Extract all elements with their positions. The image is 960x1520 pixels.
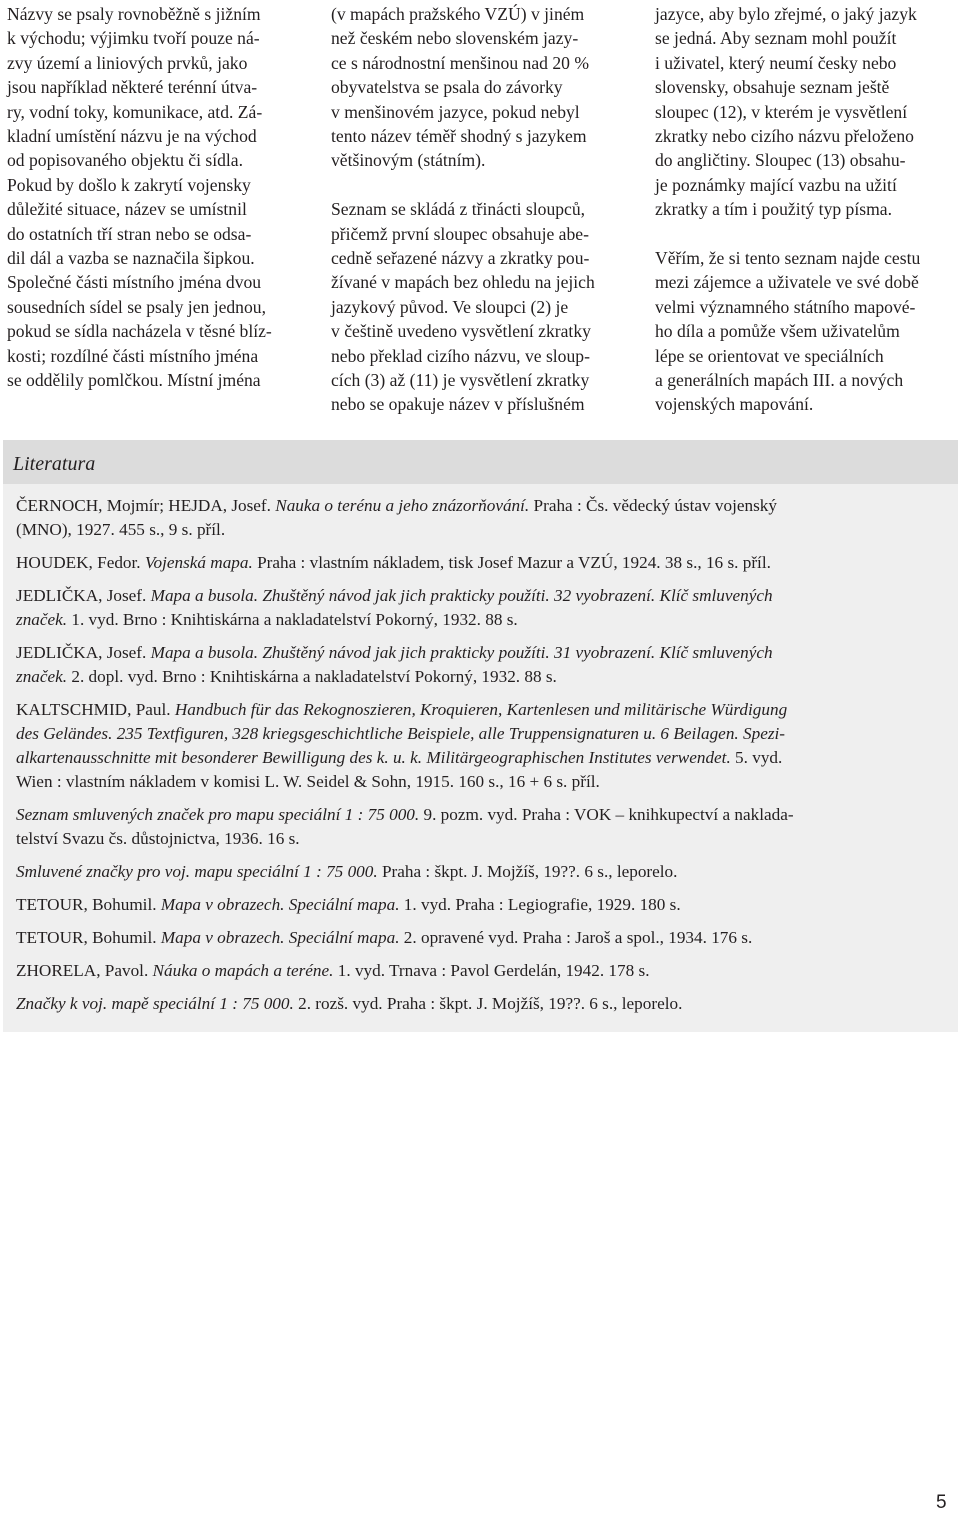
bibliography-text-segment: JEDLIČKA, Josef. [16,643,151,662]
text-line: Věřím, že si tento seznam najde cestu [655,248,921,269]
text-line: než českém nebo slovenském jazy- [331,28,579,49]
paragraph-gap [331,173,631,197]
text-line: sloupec (12), v kterém je vysvětlení [655,101,908,122]
text-line: dil dál a vazba se naznačila šipkou. [7,248,255,269]
bibliography-line [16,770,946,794]
bibliography-line [16,518,946,542]
text-line: jazyce, aby bylo zřejmé, o jaký jazyk [655,4,917,24]
text-line: i uživatel, který neumí česky nebo [655,52,897,73]
text-line: tento název téměř shodný s jazykem [331,126,587,147]
bibliography-text-segment: 2. rozš. vyd. Praha : škpt. J. Mojžíš, 19??. 6 s., leporelo. [293,994,683,1013]
text-line: a generálních mapách III. a nových [655,370,904,391]
text-line: zvy území a liniových prvků, jako [7,52,248,73]
text-line: nebo se opakuje název v příslušném [331,394,585,415]
bibliography-text-segment: TETOUR, Bohumil. [16,928,161,947]
text-line: Pokud by došlo k zakrytí vojensky [7,174,251,195]
bibliography-entry [16,698,946,794]
bibliography-text-segment: Praha : vlastním nákladem, tisk Josef Mazur a VZÚ, 1924. 38 s., 16 s. příl. [252,553,771,572]
bibliography-entry [16,641,946,689]
text-line: mezi zájemce a uživatele ve své době [655,272,919,293]
bibliography-title-segment: značek. [16,667,68,686]
bibliography-line [16,860,946,884]
bibliography-text-segment: KALTSCHMID, Paul. [16,700,175,719]
text-line: Společné části místního jména dvou [7,272,262,293]
text-line: k východu; výjimku tvoří pouze ná- [7,28,260,49]
bibliography-entry [16,926,946,950]
text-line: ry, vodní toky, komunikace, atd. Zá- [7,101,263,122]
bibliography-line [16,551,946,575]
text-line: sousedních sídel se psaly jen jednou, [7,296,266,317]
text-line: cedně seřazené názvy a zkratky pou- [331,248,590,269]
text-line: Seznam se skládá z třinácti sloupců, [331,199,586,220]
literature-title: Literatura [13,453,96,475]
bibliography-text-segment: JEDLIČKA, Josef. [16,586,151,605]
bibliography-text-segment: ČERNOCH, Mojmír; HEJDA, Josef. [16,496,276,515]
page-number: 5 [936,1492,947,1513]
text-line: velmi významného státního mapové- [655,296,916,317]
text-line: obyvatelstva se psala do závorky [331,77,563,98]
literature-list [16,494,946,1025]
text-line: Názvy se psaly rovnoběžně s jižním [7,4,261,24]
bibliography-entry [16,860,946,884]
bibliography-entry [16,893,946,917]
text-line: kosti; rozdílné části místního jména [7,345,259,366]
bibliography-title-segment: Vojenská mapa. [144,553,253,572]
bibliography-line [16,959,946,983]
text-line: žívané v mapách bez ohledu na jejich [331,272,595,293]
text-column-3 [655,2,955,417]
text-line: lépe se orientovat ve speciálních [655,345,884,366]
bibliography-title-segment: des Geländes. 235 Textfiguren, 328 kriegsgeschichtliche Beispiele, alle Truppensignaturen u. 6 Beilagen. Spezi- [16,724,786,743]
bibliography-line [16,827,946,851]
bibliography-line [16,893,946,917]
bibliography-text-segment: Praha : škpt. J. Mojžíš, 19??. 6 s., leporelo. [377,862,678,881]
bibliography-text-segment: Wien : vlastním nákladem v komisi L. W. Seidel & Sohn, 1915. 160 s., 16 + 6 s. příl. [16,772,600,791]
text-line: (v mapách pražského VZÚ) v jiném [331,4,585,24]
text-line: cích (3) až (11) je vysvětlení zkratky [331,370,590,391]
bibliography-entry [16,551,946,575]
bibliography-text-segment: ZHORELA, Pavol. [16,961,153,980]
bibliography-text-segment: 1. vyd. Brno : Knihtiskárna a nakladatelství Pokorný, 1932. 88 s. [67,610,518,629]
bibliography-entry [16,584,946,632]
text-line: do ostatních tří stran nebo se odsa- [7,223,252,244]
bibliography-title-segment: Náuka o mapách a teréne. [152,961,334,980]
text-line: od popisovaného objektu či sídla. [7,150,244,171]
bibliography-line [16,722,946,746]
text-line: jsou například některé terénní útva- [7,77,258,98]
bibliography-line [16,992,946,1016]
bibliography-title-segment: Smluvené značky pro voj. mapu speciální 1 : 75 000. [16,862,378,881]
bibliography-text-segment: 1. vyd. Trnava : Pavol Gerdelán, 1942. 178 s. [333,961,650,980]
text-line: do angličtiny. Sloupec (13) obsahu- [655,150,906,171]
text-line: nebo překlad cizího názvu, ve sloup- [331,345,590,366]
text-line: kladní umístění názvu je na východ [7,126,257,147]
bibliography-title-segment: Mapa v obrazech. Speciální mapa. [160,928,400,947]
bibliography-text-segment: Praha : Čs. vědecký ústav vojenský [529,496,777,515]
text-line: ce s národnostní menšinou nad 20 % [331,52,589,73]
bibliography-line [16,746,946,770]
bibliography-text-segment: 1. vyd. Praha : Legiografie, 1929. 180 s. [399,895,681,914]
text-line: se jedná. Aby seznam mohl použít [655,28,897,49]
literature-section [3,440,958,1032]
text-column-2 [331,2,631,417]
bibliography-title-segment: Seznam smluvených značek pro mapu speciální 1 : 75 000. [16,805,420,824]
bibliography-line [16,641,946,665]
bibliography-title-segment: alkartenausschnitte mit besonderer Bewilligung des k. u. k. Militärgeographischen Institutes verwendet. [16,748,731,767]
bibliography-text-segment: 5. vyd. [730,748,783,767]
text-line: v menšinovém jazyce, pokud nebyl [331,101,580,122]
text-line: se oddělily pomlčkou. Místní jména [7,370,261,391]
bibliography-title-segment: značek. [16,610,68,629]
bibliography-line [16,584,946,608]
bibliography-title-segment: Mapa a busola. Zhuštěný návod jak jich prakticky použíti. 32 vyobrazení. Klíč smluvených [150,586,773,605]
text-line: je poznámky mající vazbu na užití [655,174,897,195]
text-line: v češtině uvedeno vysvětlení zkratky [331,321,591,342]
paragraph-gap [655,222,955,246]
bibliography-line [16,608,946,632]
body-text-columns [0,0,960,430]
bibliography-title-segment: Značky k voj. mapě speciální 1 : 75 000. [16,994,294,1013]
text-line: zkratky nebo cizího názvu přeloženo [655,126,914,147]
bibliography-entry [16,803,946,851]
text-column-1 [7,2,307,393]
bibliography-text-segment: 9. pozm. vyd. Praha : VOK – knihkupectví a naklada- [419,805,794,824]
bibliography-line [16,665,946,689]
text-line: slovensky, obsahuje seznam ještě [655,77,890,98]
bibliography-title-segment: Mapa v obrazech. Speciální mapa. [160,895,400,914]
text-line: důležité situace, název se umístnil [7,199,247,220]
bibliography-text-segment: HOUDEK, Fedor. [16,553,145,572]
bibliography-line [16,926,946,950]
text-line: přičemž první sloupec obsahuje abe- [331,223,589,244]
text-line: většinovým (státním). [331,150,486,171]
bibliography-title-segment: Handbuch für das Rekognoszieren, Kroquieren, Kartenlesen und militärische Würdigung [174,700,788,719]
bibliography-text-segment: telství Svazu čs. důstojnictva, 1936. 16 s. [16,829,300,848]
text-line: jazykový původ. Ve sloupci (2) je [331,296,569,317]
text-line: vojenských mapování. [655,394,814,415]
bibliography-entry [16,494,946,542]
bibliography-text-segment: 2. opravené vyd. Praha : Jaroš a spol., 1934. 176 s. [399,928,753,947]
bibliography-line [16,494,946,518]
bibliography-title-segment: Mapa a busola. Zhuštěný návod jak jich prakticky použíti. 31 vyobrazení. Klíč smluvených [150,643,773,662]
literature-header [3,440,958,484]
bibliography-title-segment: Nauka o terénu a jeho znázorňování. [275,496,530,515]
bibliography-line [16,803,946,827]
text-line: ho díla a pomůže všem uživatelům [655,321,900,342]
bibliography-entry [16,959,946,983]
bibliography-text-segment: (MNO), 1927. 455 s., 9 s. příl. [16,520,226,539]
bibliography-text-segment: 2. dopl. vyd. Brno : Knihtiskárna a nakladatelství Pokorný, 1932. 88 s. [67,667,557,686]
text-line: pokud se sídla nacházela v těsné blíz- [7,321,272,342]
bibliography-text-segment: TETOUR, Bohumil. [16,895,161,914]
bibliography-line [16,698,946,722]
text-line: zkratky a tím i použitý typ písma. [655,199,892,220]
bibliography-entry [16,992,946,1016]
